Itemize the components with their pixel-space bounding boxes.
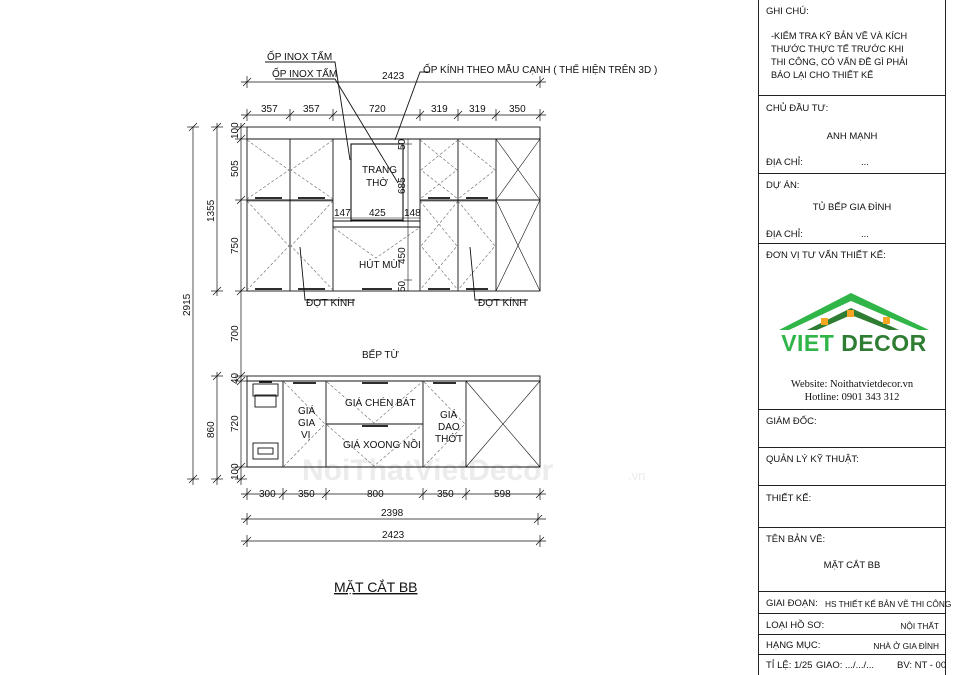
label-trang: TRANG [362, 165, 397, 176]
dim-top-3: 720 [369, 104, 386, 115]
row-thiet-ke [759, 486, 945, 528]
dim-inner-50-top: 50 [397, 138, 408, 150]
row-ti-le [759, 655, 945, 675]
dim-top-total: 2423 [382, 71, 405, 82]
dim-top-6: 350 [509, 104, 526, 115]
ghi-chu-line-4: BÁO LẠI CHO THIẾT KẾ [771, 70, 874, 80]
don-vi-label: ĐƠN VỊ TƯ VẤN THIẾT KẾ: [766, 250, 886, 261]
watermark-suffix: .vn [628, 468, 646, 483]
label-op-inox-2: ỐP INOX TẤM [272, 69, 338, 80]
row-quan-ly [759, 448, 945, 486]
dia-chi-1-value: ... [861, 157, 869, 168]
label-gia-gia-vi-3: VỊ [301, 430, 311, 441]
label-gia-dao-thot-3: THỚT [435, 434, 464, 445]
ban-ve-so: BV: NT - 00 [897, 660, 947, 671]
house-roof-icon [779, 290, 929, 334]
viet-decor-logo [779, 290, 929, 360]
dim-inner-147: 147 [334, 208, 351, 219]
title-block [758, 0, 952, 675]
dia-chi-1-label: ĐỊA CHỈ: [766, 157, 803, 168]
dim-left-40: 40 [230, 372, 241, 384]
row-ten-ban-ve [759, 528, 945, 592]
dim-left-100b: 100 [230, 463, 241, 480]
dim-top-2: 357 [303, 104, 320, 115]
dim-left-700: 700 [230, 325, 241, 342]
ten-ban-ve-label: TÊN BẢN VẼ: [766, 534, 826, 545]
label-gia-dao-thot-1: GIÁ [440, 410, 458, 421]
dim-left-750: 750 [230, 237, 241, 254]
dim-bottom-5: 598 [494, 489, 511, 500]
dim-top-1: 357 [261, 104, 278, 115]
label-dot-kinh-left: ĐỢT KÍNH [306, 298, 355, 309]
row-chu-dau-tu [759, 96, 945, 174]
ghi-chu-label: GHI CHÚ: [766, 6, 809, 17]
ti-le: TỈ LỆ: 1/25 [766, 660, 813, 671]
dim-inner-450: 450 [397, 247, 408, 264]
dim-left-720: 720 [230, 415, 241, 432]
thiet-ke-label: THIẾT KẾ: [766, 493, 812, 504]
label-gia-gia-vi-2: GIA [298, 418, 316, 429]
dia-chi-2-value: ... [861, 229, 869, 240]
dim-top-4: 319 [431, 104, 448, 115]
row-hang-muc [759, 635, 945, 655]
dim-left-505: 505 [230, 160, 241, 177]
label-dot-kinh-right: ĐỢT KÍNH [478, 298, 527, 309]
label-tho: THỜ [366, 178, 388, 189]
dim-left-overall: 2915 [182, 293, 193, 316]
dia-chi-2-label: ĐỊA CHỈ: [766, 229, 803, 240]
logo-decor: DECOR [841, 330, 927, 356]
dim-bottom-3: 800 [367, 489, 384, 500]
label-gia-gia-vi-1: GIÁ [298, 406, 316, 417]
label-hut-mui: HÚT MÙI [359, 260, 401, 271]
giai-doan-value: HS THIẾT KẾ BẢN VẼ THI CÔNG [825, 599, 952, 609]
website: Website: Noithatvietdecor.vn [790, 379, 914, 390]
row-don-vi [759, 244, 945, 410]
label-gia-xoong-noi: GIÁ XOONG NỒI [343, 440, 421, 451]
hang-muc-value: NHÀ Ở GIA ĐÌNH [873, 641, 939, 651]
dim-bottom-2: 350 [298, 489, 315, 500]
dim-top-5: 319 [469, 104, 486, 115]
row-du-an [759, 174, 945, 244]
label-gia-dao-thot-2: DAO [438, 422, 460, 433]
loai-ho-so-value: NỘI THẤT [900, 621, 939, 631]
quan-ly-label: QUẢN LÝ KỸ THUẬT: [766, 454, 859, 465]
row-giam-doc [759, 410, 945, 448]
hang-muc-label: HẠNG MỤC: [766, 640, 821, 651]
dim-left-100: 100 [230, 122, 241, 139]
dim-left-1355: 1355 [206, 199, 217, 222]
ghi-chu-line-2: THƯỚC THỰC TẾ TRƯỚC KHI [771, 44, 904, 54]
loai-ho-so-label: LOẠI HỒ SƠ: [766, 620, 825, 631]
watermark: NoiThatVietDecor [302, 454, 554, 487]
giai-doan-label: GIAI ĐOẠN: [766, 598, 818, 609]
dim-bottom-total-2: 2423 [382, 530, 405, 541]
row-loai-ho-so [759, 614, 945, 635]
du-an-label: DỰ ÁN: [766, 180, 800, 191]
ghi-chu-note [771, 30, 939, 82]
label-op-inox-1: ỐP INOX TẤM [267, 52, 333, 63]
chu-dau-tu-label: CHỦ ĐẦU TƯ: [766, 103, 829, 114]
dim-bottom-1: 300 [259, 489, 276, 500]
row-giai-doan [759, 592, 952, 614]
dim-left-860: 860 [206, 421, 217, 438]
label-op-kinh: ỐP KÍNH THEO MẪU CẠNH ( THỂ HIỆN TRÊN 3D ) [423, 65, 658, 76]
logo-wordmark [779, 330, 929, 357]
giao: GIAO: .../.../... [816, 660, 875, 671]
ghi-chu-line-3: THI CÔNG, CÓ VẤN ĐỀ GÌ PHẢI [771, 57, 908, 67]
dim-inner-425: 425 [369, 208, 386, 219]
logo-viet: VIET [781, 330, 835, 356]
dimension-lines-top [241, 76, 546, 121]
ten-ban-ve-value: MẶT CẮT BB [823, 560, 881, 571]
chu-dau-tu-value: ANH MẠNH [826, 131, 878, 142]
du-an-value: TỦ BẾP GIA ĐÌNH [812, 202, 892, 213]
row-ghi-chu [759, 0, 945, 96]
dim-bottom-4: 350 [437, 489, 454, 500]
giam-doc-label: GIÁM ĐỐC: [766, 416, 817, 427]
dim-inner-685: 685 [397, 177, 408, 194]
section-title: MẶT CẮT BB [334, 579, 418, 595]
label-gia-chen-bat: GIÁ CHÉN BÁT [345, 398, 416, 409]
hotline: Hotline: 0901 343 312 [804, 392, 900, 403]
dim-inner-148: 148 [404, 208, 421, 219]
ghi-chu-line-1: -KIỂM TRA KỸ BẢN VẼ VÀ KÍCH [771, 31, 908, 41]
dim-bottom-total-1: 2398 [381, 508, 404, 519]
dim-inner-50-bot: 50 [397, 280, 408, 292]
label-bep-tu: BẾP TỪ [362, 350, 400, 361]
